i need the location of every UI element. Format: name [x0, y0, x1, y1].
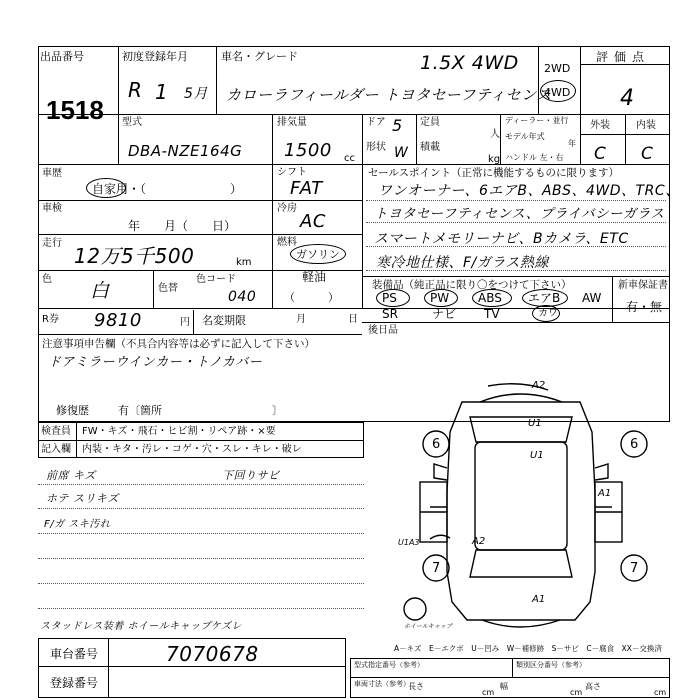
comment-3: F/ガ スキ汚れ: [44, 519, 111, 530]
grade: 1.5X 4WD: [420, 52, 519, 74]
new-warranty-label: 新車保証書: [618, 280, 668, 291]
equip-aw: AW: [582, 291, 602, 305]
color-label: 色: [42, 274, 52, 285]
width-unit: 幅: [500, 682, 508, 691]
inspector-label: 検査員: [41, 426, 71, 437]
height-unit: 高さ: [585, 682, 601, 691]
sales-point-line-4: 寒冷地仕様、F/ガラス熱線: [376, 255, 549, 271]
mileage-value: 12万5千500: [74, 244, 195, 268]
interior-label: 内装: [636, 120, 656, 131]
fuel-gasoline: ガソリン: [296, 248, 340, 261]
entry-label: 記入欄: [41, 444, 71, 455]
sales-point-line-2: トヨタセーフティセンス、プライバシーガラス: [374, 206, 665, 222]
name-change-month: 月: [296, 314, 306, 325]
rear-seat-label: 後日品: [368, 325, 398, 336]
equip-leather: カワ: [538, 308, 558, 319]
equip-abs: ABS: [478, 291, 502, 305]
sales-points-label: セールスポイント（正常に機能するものに限ります）: [368, 167, 620, 179]
notes-label: 注意事項申告欄（不具合内容等は必ずに記入して下さい）: [42, 338, 315, 350]
reg-label: 登録番号: [50, 676, 99, 690]
repair-label: 修復歴: [56, 404, 89, 417]
displacement-value: 1500: [284, 140, 332, 161]
mileage-unit: km: [236, 257, 252, 268]
color-value: 白: [90, 280, 110, 302]
door-label: ドア: [366, 117, 386, 128]
sales-point-line-1: ワンオーナー、6エアB、ABS、4WD、TRC、: [378, 183, 680, 199]
displacement-unit: cc: [344, 153, 355, 164]
damage-mark-11: ホイールキャップ: [404, 623, 452, 630]
repair-value: 有〔箇所 〕: [118, 404, 283, 417]
fuel-label: 燃料: [277, 237, 297, 248]
type-value: DBA-NZE164G: [128, 142, 243, 160]
chassis-value: 7070678: [166, 642, 259, 666]
name-change-label: 名変期限: [202, 314, 246, 327]
model-name: カローラフィールダー トヨタセーフティセンス: [226, 86, 552, 104]
cm-2: cm: [570, 688, 583, 697]
first-reg-era: R: [128, 78, 143, 102]
first-reg-label: 初度登録年月: [122, 50, 188, 63]
entry-items: 内装・キタ・汚レ・コゲ・穴・スレ・キレ・破レ: [82, 444, 302, 455]
color-change-label: 色替: [158, 283, 178, 294]
interior-score: C: [641, 144, 654, 164]
lot-number: 1518: [46, 95, 104, 125]
exterior-score: C: [594, 144, 607, 164]
drive-4wd: 4WD: [544, 86, 571, 99]
cm-1: cm: [482, 688, 495, 697]
damage-mark-5: U1: [530, 450, 544, 461]
lot-label: 出品番号: [40, 50, 84, 63]
drive-2wd: 2WD: [544, 62, 571, 75]
equip-sr: SR: [382, 307, 398, 321]
exterior-label: 外装: [590, 120, 610, 131]
chassis-label: 車台番号: [50, 647, 99, 661]
inspection-label: 車検: [42, 203, 62, 214]
car-damage-diagram: [370, 372, 670, 647]
score-label: 評価点: [596, 50, 651, 64]
color-code-value: 040: [228, 289, 257, 305]
damage-mark-1: U1: [528, 418, 542, 429]
first-reg-year: 1: [155, 80, 169, 104]
handle-label: ハンドル 左・右: [505, 153, 564, 162]
comment-1: 前席 キズ: [46, 469, 96, 482]
name-change-day: 日: [348, 314, 358, 325]
cm-3: cm: [654, 688, 667, 697]
dealer-label: ディーラー・並行: [505, 116, 569, 125]
damage-mark-9: 7: [630, 561, 639, 576]
usage-value: 自家用・（ ）: [92, 182, 243, 196]
sales-point-line-3: スマートメモリーナビ、Bカメラ、ETC: [374, 231, 629, 247]
door-value: 5: [392, 116, 403, 135]
damage-mark-2: A1: [598, 488, 612, 499]
notes-handwritten: ドアミラーウインカー・トノカバー: [48, 355, 263, 370]
new-warranty-value: 有・無: [626, 300, 663, 314]
spec-no-label: 型式指定番号（参考）: [354, 661, 424, 669]
load-unit: kg: [488, 154, 501, 165]
comment-2: ホテ スリキズ: [46, 492, 119, 505]
load-label: 積載: [420, 142, 440, 153]
equip-tv: TV: [484, 307, 500, 321]
mileage-label: 走行: [42, 238, 62, 249]
equip-navi: ナビ: [432, 307, 457, 321]
equip-ps: PS: [382, 291, 397, 305]
ac-label: 冷房: [277, 203, 297, 214]
damage-mark-6: 6: [432, 437, 441, 452]
ac-value: AC: [300, 211, 326, 232]
damage-mark-7: 6: [630, 437, 639, 452]
shape-label: 形状: [366, 142, 386, 153]
capacity-unit: 人: [490, 129, 500, 140]
recycle-unit: 円: [180, 317, 190, 328]
score-value: 4: [620, 86, 635, 111]
class-no-label: 類別区分番号（参考）: [516, 661, 586, 669]
inspection-value: 年 月（ 日）: [128, 219, 237, 233]
model-year-unit: 年: [568, 139, 576, 148]
right-comment: 下回りサビ: [222, 469, 280, 482]
damage-mark-4: A1: [532, 594, 546, 605]
damage-mark-3: A2: [472, 536, 486, 547]
type-label: 型式: [122, 117, 142, 128]
bottom-comment: スタッドレス装着 ホイールキャップケズレ: [40, 621, 242, 632]
displacement-label: 排気量: [277, 117, 307, 128]
shift-label: シフト: [277, 167, 307, 178]
fuel-other: （ ）: [284, 291, 339, 304]
damage-mark-0: A2: [532, 380, 546, 391]
equip-pw: PW: [430, 291, 450, 305]
recycle-label: R券: [42, 314, 59, 325]
length-unit: 長さ: [408, 682, 424, 691]
damage-mark-8: 7: [432, 561, 441, 576]
damage-mark-10: U1A3: [398, 538, 420, 547]
length-label: 車両寸法（参考）: [354, 680, 410, 688]
recycle-value: 9810: [94, 310, 142, 331]
shift-value: FAT: [290, 178, 323, 199]
first-reg-month: 5月: [184, 86, 208, 102]
equip-airbag: エアB: [528, 291, 561, 305]
model-year-label: モデル年式: [505, 132, 545, 141]
shape-value: W: [394, 145, 409, 161]
inspector-items: FW・キズ・飛石・ヒビ割・リペア跡・×要: [82, 426, 276, 437]
model-label: 車名・グレード: [221, 50, 298, 63]
capacity-label: 定員: [420, 117, 440, 128]
color-code-label: 色コード: [196, 274, 236, 285]
damage-legend: A－キズ E－エクボ U－凹み W－補修跡 S－サビ C－腐食 XX－交換済: [394, 644, 662, 653]
fuel-light-oil: 軽油: [302, 270, 327, 284]
usage-label: 車歴: [42, 168, 62, 179]
equipment-label: 装備品（純正品に限り〇をつけて下さい）: [372, 279, 572, 291]
